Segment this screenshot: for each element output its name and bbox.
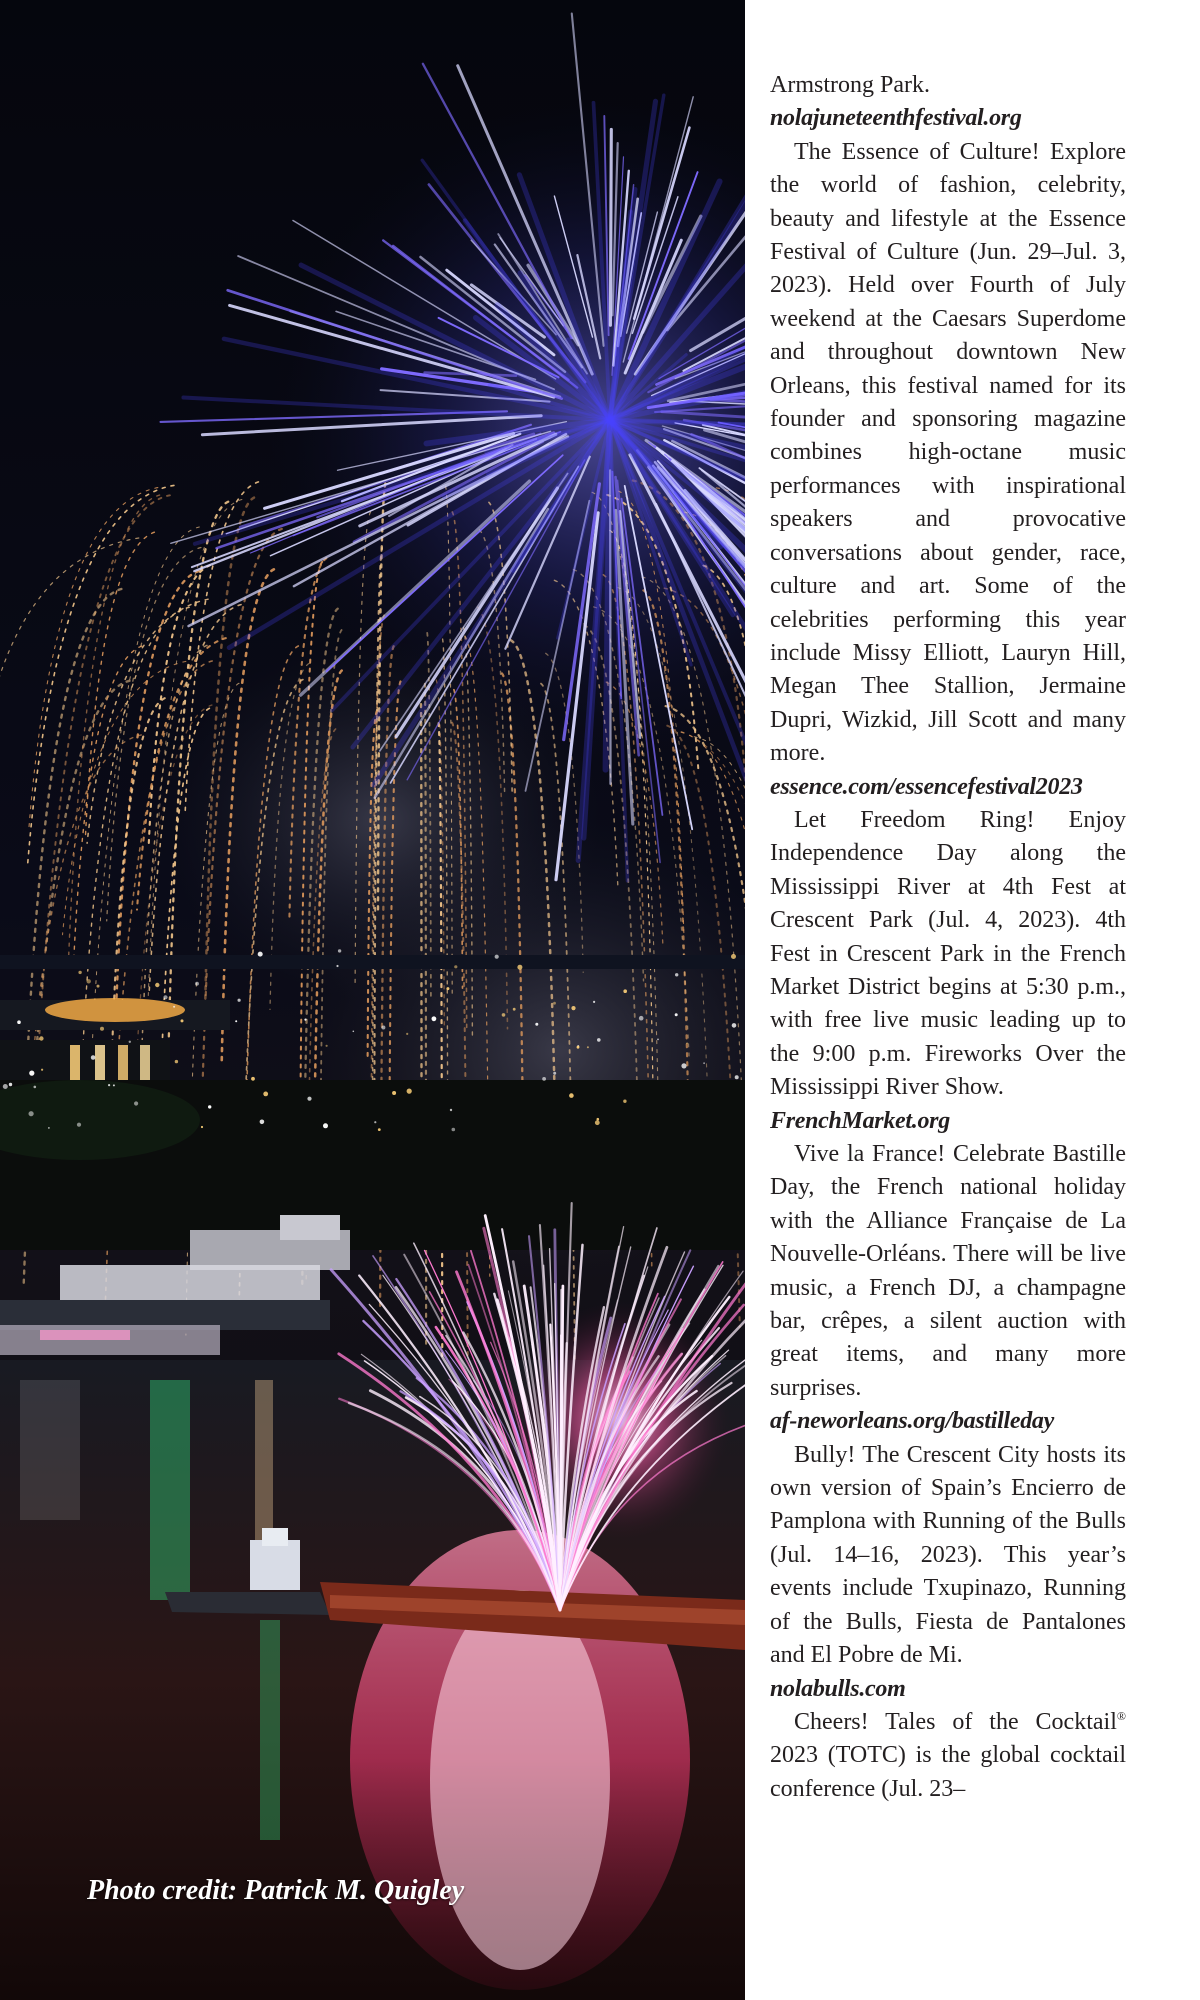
cocktail-text-end: 2023 (TOTC) is the global cocktail conference (Jul. 23– <box>770 1742 1126 1802</box>
event-link-juneteenth[interactable]: nolajuneteenthfestival.org <box>770 105 1022 132</box>
event-link-essence[interactable]: essence.com/essencefestival2023 <box>770 773 1083 800</box>
paragraph-essence-festival: The Essence of Culture! Explore the world of fashion, celebrity, beauty and lifestyle at the Essence Festival of Culture (Jun. 29–Jul. 3, 2023). Held over Fourth of July weekend at the Caesars Superdome and throughout downtown New Orleans, this festival named for its founder and sponsoring magazine combines high-octane music performances with inspirational speakers and provocative conversations about gender, race, culture and art. Some of the celebrities performing this year include Missy Elliott, Lauryn Hill, Megan Thee Stallion, Jermaine Dupri, Wizkid, Jill Scott and many more. <box>770 138 1126 767</box>
paragraph-tales-of-the-cocktail <box>770 1706 1126 1806</box>
article-column <box>770 69 1126 1806</box>
paragraph-bastille-day: Vive la France! Celebrate Bastille Day, the French national holiday with the Alliance Française de La Nouvelle-Orléans. There will be live music, a French DJ, a champagne bar, crêpes, a silent auction with great items, and many more surprises. <box>770 1141 1126 1401</box>
event-link-bastille-day[interactable]: af-neworleans.org/bastilleday <box>770 1408 1054 1435</box>
cocktail-text-start: Cheers! Tales of the Cocktail <box>794 1708 1117 1735</box>
event-link-french-market[interactable]: FrenchMarket.org <box>770 1107 950 1134</box>
paragraph-4th-fest: Let Freedom Ring! Enjoy Independence Day along the Mississippi River at 4th Fest at Crescent Park (Jul. 4, 2023). 4th Fest in Crescent Park in the French Market District begins at 5:30 p.m., with free live music leading up to the 9:00 p.m. Fireworks Over the Mississippi River Show. <box>770 806 1126 1101</box>
photo-credit: Photo credit: Patrick M. Quigley <box>87 1875 465 1906</box>
registered-mark: ® <box>1116 1708 1126 1723</box>
opening-line: Armstrong Park. <box>770 72 930 98</box>
event-link-nola-bulls[interactable]: nolabulls.com <box>770 1675 906 1702</box>
paragraph-running-of-the-bulls: Bully! The Crescent City hosts its own version of Spain’s Encierro de Pamplona with Running of the Bulls (Jul. 14–16, 2023). This year’s events include Txupinazo, Running of the Bulls, Fiesta de Pantalones and El Pobre de Mi. <box>770 1441 1126 1669</box>
